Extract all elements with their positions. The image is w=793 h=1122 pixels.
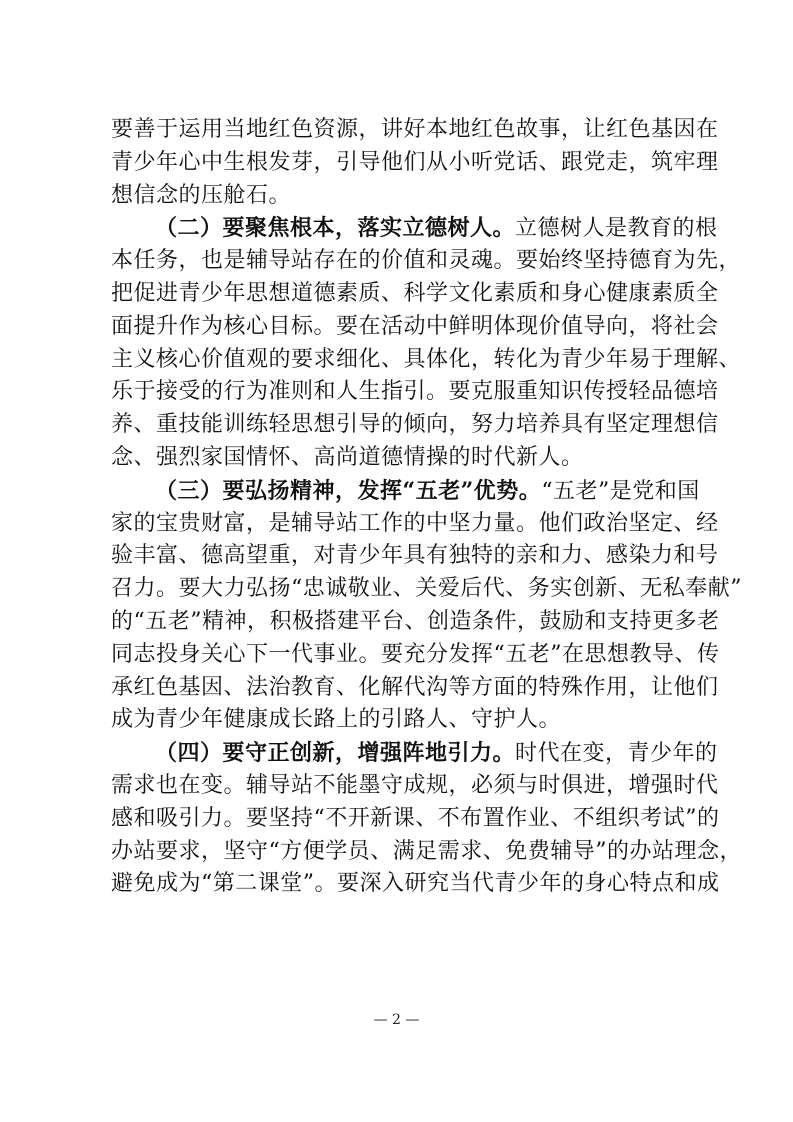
text-run: 立德树人是教育的根 <box>515 216 718 242</box>
text-line: 乐于接受的行为准则和人生指引。要克服重知识传授轻品德培 <box>111 379 719 405</box>
document-body <box>111 114 742 901</box>
text-line: 避免成为“第二课堂”。要深入研究当代青少年的身心特点和成 <box>111 871 720 897</box>
text-line: 承红色基因、法治教育、化解代沟等方面的特殊作用，让他们 <box>111 674 719 700</box>
text-line: 青少年心中生根发芽，引导他们从小听党话、跟党走，筑牢理 <box>111 149 719 175</box>
text-run: 时代在变，青少年的 <box>515 741 718 767</box>
text-line: 办站要求，坚守“方便学员、满足需求、免费辅导”的办站理念， <box>111 838 742 864</box>
section-heading: （三）要弘扬精神，发挥“五老”优势。 <box>155 477 542 504</box>
text-run: “五老”是党和国 <box>541 478 700 504</box>
text-line: 把促进青少年思想道德素质、科学文化素质和身心健康素质全 <box>111 280 719 306</box>
text-line: 验丰富、德高望重，对青少年具有独特的亲和力、感染力和号 <box>111 543 719 569</box>
text-line: 感和吸引力。要坚持“不开新课、不布置作业、不组织考试”的 <box>111 805 720 831</box>
text-line: 家的宝贵财富，是辅导站工作的中坚力量。他们政治坚定、经 <box>111 510 719 536</box>
text-line: 想信念的压舱石。 <box>111 182 292 208</box>
text-line: 需求也在变。辅导站不能墨守成规，必须与时俱进，增强时代 <box>111 772 719 798</box>
page-number: — 2 — <box>373 1012 420 1028</box>
section-heading: （二）要聚焦根本，落实立德树人。 <box>155 215 516 242</box>
text-line: 成为青少年健康成长路上的引路人、守护人。 <box>111 707 562 733</box>
section-heading-line <box>111 737 718 770</box>
section-heading: （四）要守正创新，增强阵地引力。 <box>155 740 516 767</box>
text-line: 同志投身关心下一代事业。要充分发挥“五老”在思想教导、传 <box>111 641 720 667</box>
text-line: 主义核心价值观的要求细化、具体化，转化为青少年易于理解、 <box>111 346 742 372</box>
section-heading-line <box>111 212 718 245</box>
section-heading-line <box>111 475 700 508</box>
text-line: 本任务，也是辅导站存在的价值和灵魂。要始终坚持德育为先， <box>111 248 742 274</box>
text-line: 召力。要大力弘扬“忠诚敬业、关爱后代、务实创新、无私奉献” <box>111 576 742 602</box>
text-line: 要善于运用当地红色资源，讲好本地红色故事，让红色基因在 <box>111 117 719 142</box>
text-line: 面提升作为核心目标。要在活动中鲜明体现价值导向，将社会 <box>111 313 719 339</box>
text-line: 养、重技能训练轻思想引导的倾向，努力培养具有坚定理想信 <box>111 412 719 438</box>
text-line: 的“五老”精神，积极搭建平台、创造条件，鼓励和支持更多老 <box>111 608 720 634</box>
text-line: 念、强烈家国情怀、高尚道德情操的时代新人。 <box>111 444 584 470</box>
